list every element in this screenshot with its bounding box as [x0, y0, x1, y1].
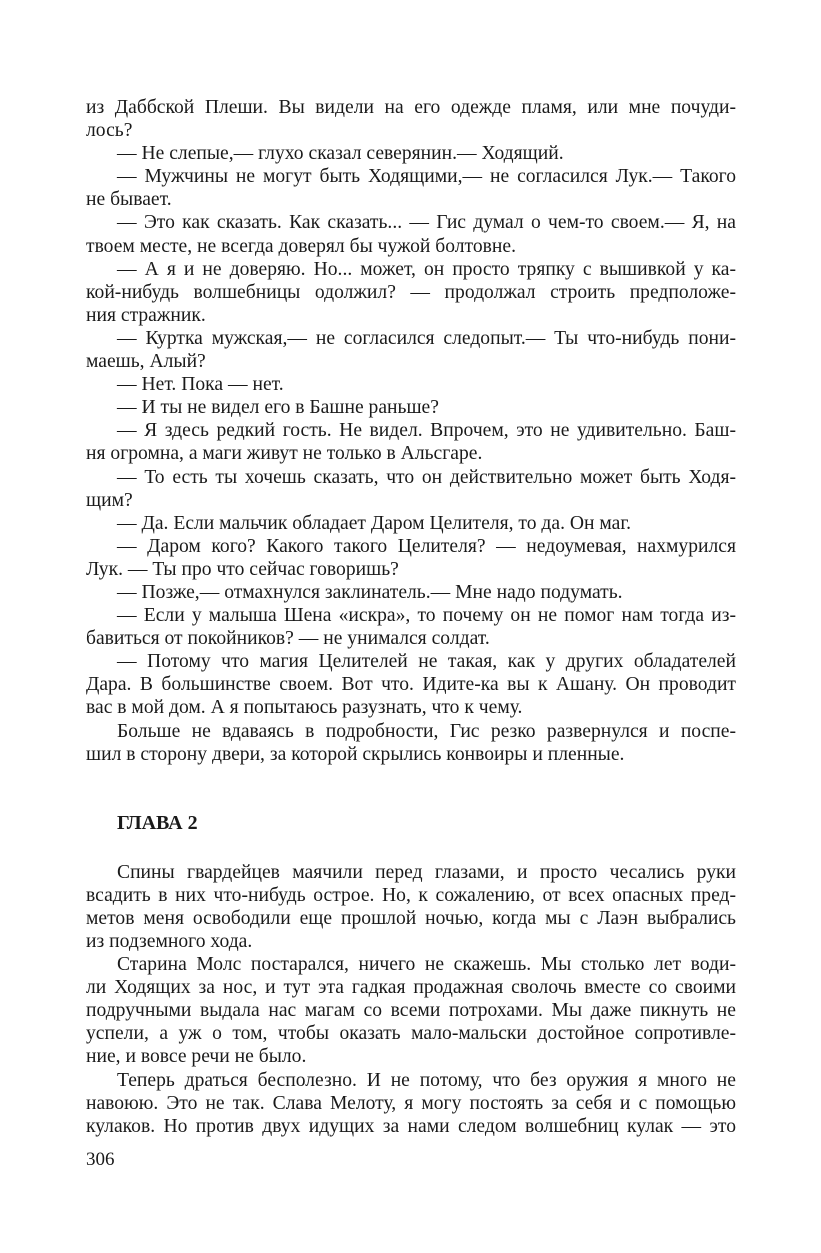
- text-line: Спины гвардейцев маячили перед глазами, и просто чесались руки: [117, 861, 736, 883]
- text-line: шил в сторону двери, за которой скрылись конвоиры и пленные.: [86, 743, 625, 765]
- text-line: бавиться от покойников? — не унимался солдат.: [86, 628, 490, 650]
- text-line: — Куртка мужская,— не согласился следопыт.— Ты что-нибудь пони-: [117, 327, 736, 349]
- text-line: Теперь драться бесполезно. И не потому, что без оружия я много не: [117, 1069, 736, 1091]
- text-block-dialogue: [86, 96, 736, 766]
- text-line: — Нет. Пока — нет.: [117, 374, 284, 396]
- text-line: Лук. — Ты про что сейчас говоришь?: [86, 558, 399, 580]
- page-number: 306: [86, 1149, 115, 1170]
- text-line: ние, и вовсе речи не было.: [86, 1046, 307, 1068]
- text-line: всадить в них что-нибудь острое. Но, к сожалению, от всех опасных пред-: [86, 884, 736, 906]
- text-line: маешь, Алый?: [86, 351, 206, 373]
- text-line: из подземного хода.: [86, 931, 253, 952]
- text-line: успели, а уж о том, чтобы оказать мало-мальски достойное сопротивле-: [86, 1023, 736, 1045]
- text-line: — Да. Если мальчик обладает Даром Целителя, то да. Он маг.: [117, 512, 632, 534]
- spacer: [86, 835, 736, 861]
- text-line: — Потому что магия Целителей не такая, как у других обладателей: [117, 651, 736, 673]
- text-line: Дара. В большинстве своем. Вот что. Идите-ка вы к Ашану. Он проводит: [86, 674, 736, 696]
- text-line: ния стражник.: [86, 304, 206, 326]
- text-block-chapter-opening: [86, 861, 736, 1138]
- text-line: щим?: [86, 489, 133, 511]
- text-line: вас в мой дом. А я попытаюсь разузнать, что к чему.: [86, 697, 523, 719]
- text-line: — И ты не видел его в Башне раньше?: [117, 397, 439, 419]
- text-line: не бывает.: [86, 189, 172, 211]
- text-line: навоюю. Это не так. Слава Мелоту, я могу постоять за себя и с помощью: [86, 1092, 736, 1114]
- text-line: — Я здесь редкий гость. Не видел. Впрочем, это не удивительно. Баш-: [117, 420, 736, 442]
- text-line: ня огромна, а маги живут не только в Альсгаре.: [86, 443, 483, 465]
- text-line: — То есть ты хочешь сказать, что он действительно может быть Ходя-: [117, 466, 736, 488]
- text-line: кой-нибудь волшебницы одолжил? — продолжал строить предположе-: [86, 281, 736, 303]
- text-line: кулаков. Но против двух идущих за нами следом волшебниц кулак — это: [86, 1115, 736, 1137]
- chapter-heading: ГЛАВА 2: [117, 811, 198, 834]
- text-line: твоем месте, не всегда доверял бы чужой болтовне.: [86, 235, 516, 257]
- text-line: — Не слепые,— глухо сказал северянин.— Ходящий.: [117, 143, 564, 165]
- text-line: из Даббской Плеши. Вы видели на его одежде пламя, или мне почуди-: [86, 97, 736, 118]
- text-line: — Если у малыша Шена «искра», то почему он не помог нам тогда из-: [117, 605, 736, 627]
- text-line: — Это как сказать. Как сказать... — Гис думал о чем-то своем.— Я, на: [117, 212, 736, 234]
- text-line: метов меня освободили еще прошлой ночью, когда мы с Лаэн выбрались: [86, 907, 736, 929]
- book-page: [86, 96, 736, 1138]
- text-line: — Мужчины не могут быть Ходящими,— не согласился Лук.— Такого: [117, 166, 736, 188]
- text-line: — А я и не доверяю. Но... может, он просто тряпку с вышивкой у ка-: [117, 258, 736, 280]
- text-line: Старина Молс постарался, ничего не скажешь. Мы столько лет води-: [117, 954, 736, 976]
- text-line: Больше не вдаваясь в подробности, Гис резко развернулся и поспе-: [117, 720, 736, 742]
- text-line: ли Ходящих за нос, и тут эта гадкая продажная сволочь вместе со своими: [86, 977, 736, 999]
- text-line: подручными выдала нас магам со всеми потрохами. Мы даже пикнуть не: [86, 1000, 736, 1022]
- text-line: — Даром кого? Какого такого Целителя? — недоумевая, нахмурился: [117, 535, 736, 557]
- text-line: лось?: [86, 120, 133, 142]
- text-line: — Позже,— отмахнулся заклинатель.— Мне надо подумать.: [117, 581, 623, 603]
- spacer: [86, 766, 736, 811]
